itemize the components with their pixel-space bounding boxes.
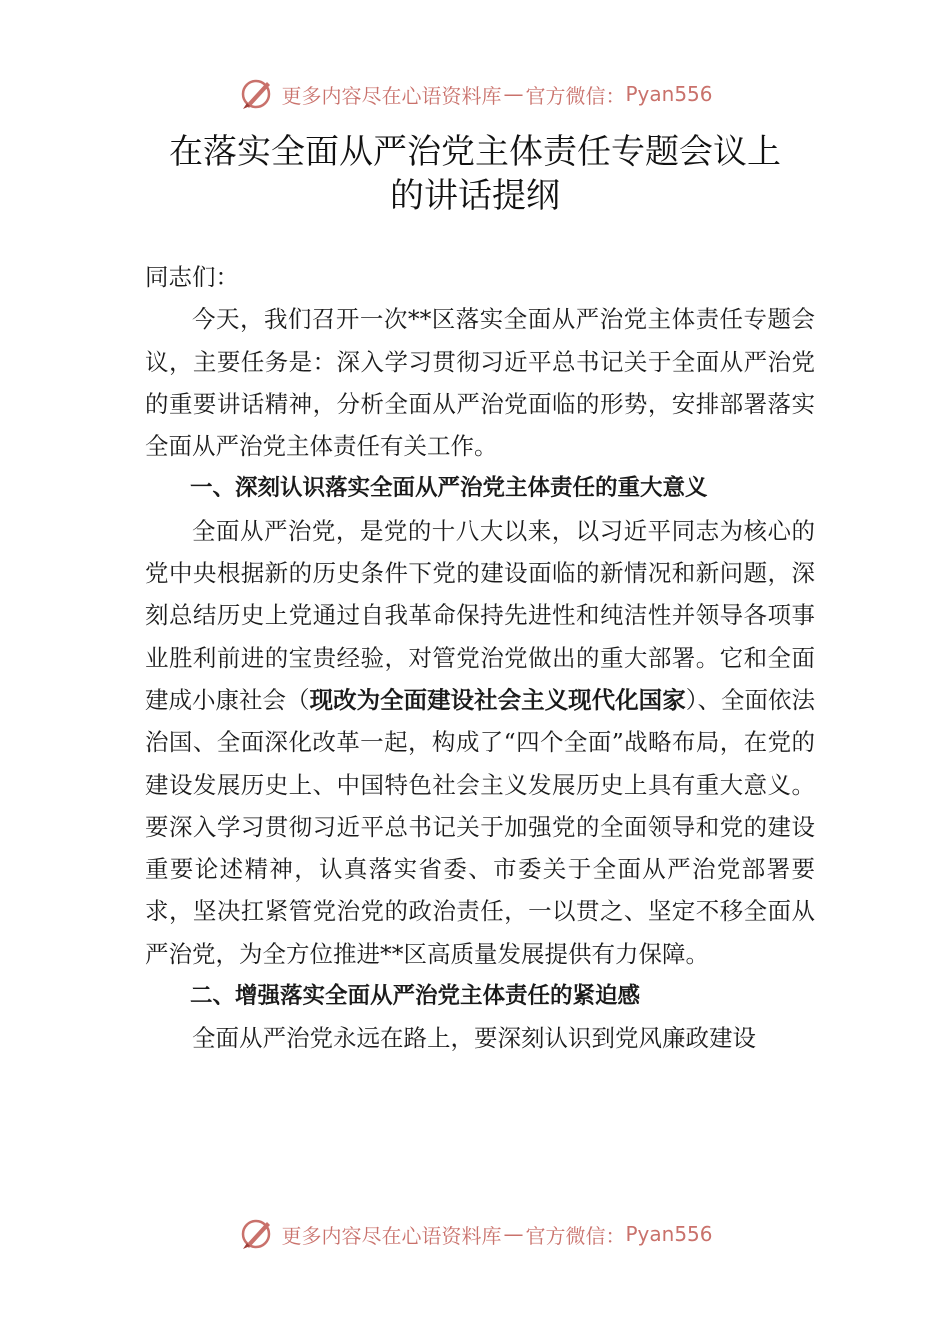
- document-body: [145, 256, 815, 1060]
- footer-watermark-banner: [0, 1212, 950, 1256]
- banner-main-text: 更多内容尽在心语资料库: [281, 1223, 502, 1248]
- salutation: 同志们：: [145, 263, 239, 291]
- banner-wechat-id: Pyan556: [625, 1222, 713, 1246]
- banner-separator: —: [503, 1222, 524, 1246]
- pen-logo-icon: [237, 75, 275, 113]
- section-1-text-b: ）、全面依法治国、全面深化改革一起，构成了“四个全面”战略布局，在党的建设发展历史上、中国特色社会主义发展历史上具有重大意义。要深入学习贯彻习近平总书记关于加强党的全面领导和党的建设重要论述精神，认真落实省委、市委关于全面从严治党部署要求，坚决扛紧管党治党的政治责任，一以贯之、坚定不移全面从严治党，为全方位推进**区高质量发展提供有力保障。: [145, 685, 816, 968]
- banner-separator: —: [503, 82, 524, 106]
- section-1-paragraph: [145, 510, 815, 975]
- title-line-2: 的讲话提纲: [390, 176, 560, 216]
- section-2-paragraph: 全面从严治党永远在路上，要深刻认识到党风廉政建设: [192, 1024, 756, 1053]
- section-1-text-a: 全面从严治党，是党的十八大以来，以习近平同志为核心的党中央根据新的历史条件下党的建设面临的新情况和新问题，深刻总结历史上党通过自我革命保持先进性和纯洁性并领导各项事业胜利前进的宝贵经验，对管党治党做出的重大部署。它和全面建成小康社会（: [145, 516, 815, 714]
- banner-wechat-id: Pyan556: [625, 82, 713, 106]
- banner-wechat-label: 官方微信：: [525, 1223, 626, 1248]
- document-title: [120, 130, 830, 218]
- title-line-1: 在落实全面从严治党主体责任专题会议上: [169, 132, 781, 172]
- banner-main-text: 更多内容尽在心语资料库: [281, 83, 502, 108]
- section-heading-2: 二、增强落实全面从严治党主体责任的紧迫感: [190, 983, 641, 1010]
- section-1-bold-note: 现改为全面建设社会主义现代化国家: [309, 685, 686, 714]
- section-heading-1: 一、深刻认识落实全面从严治党主体责任的重大意义: [190, 475, 708, 502]
- banner-wechat-label: 官方微信：: [525, 83, 626, 108]
- pen-logo-icon: [237, 1215, 275, 1253]
- header-watermark-banner: [0, 72, 950, 116]
- intro-paragraph: 今天，我们召开一次**区落实全面从严治党主体责任专题会议，主要任务是：深入学习贯彻习近平总书记关于全面从严治党的重要讲话精神，分析全面从严治党面临的形势，安排部署落实全面从严治党主体责任有关工作。: [145, 305, 815, 461]
